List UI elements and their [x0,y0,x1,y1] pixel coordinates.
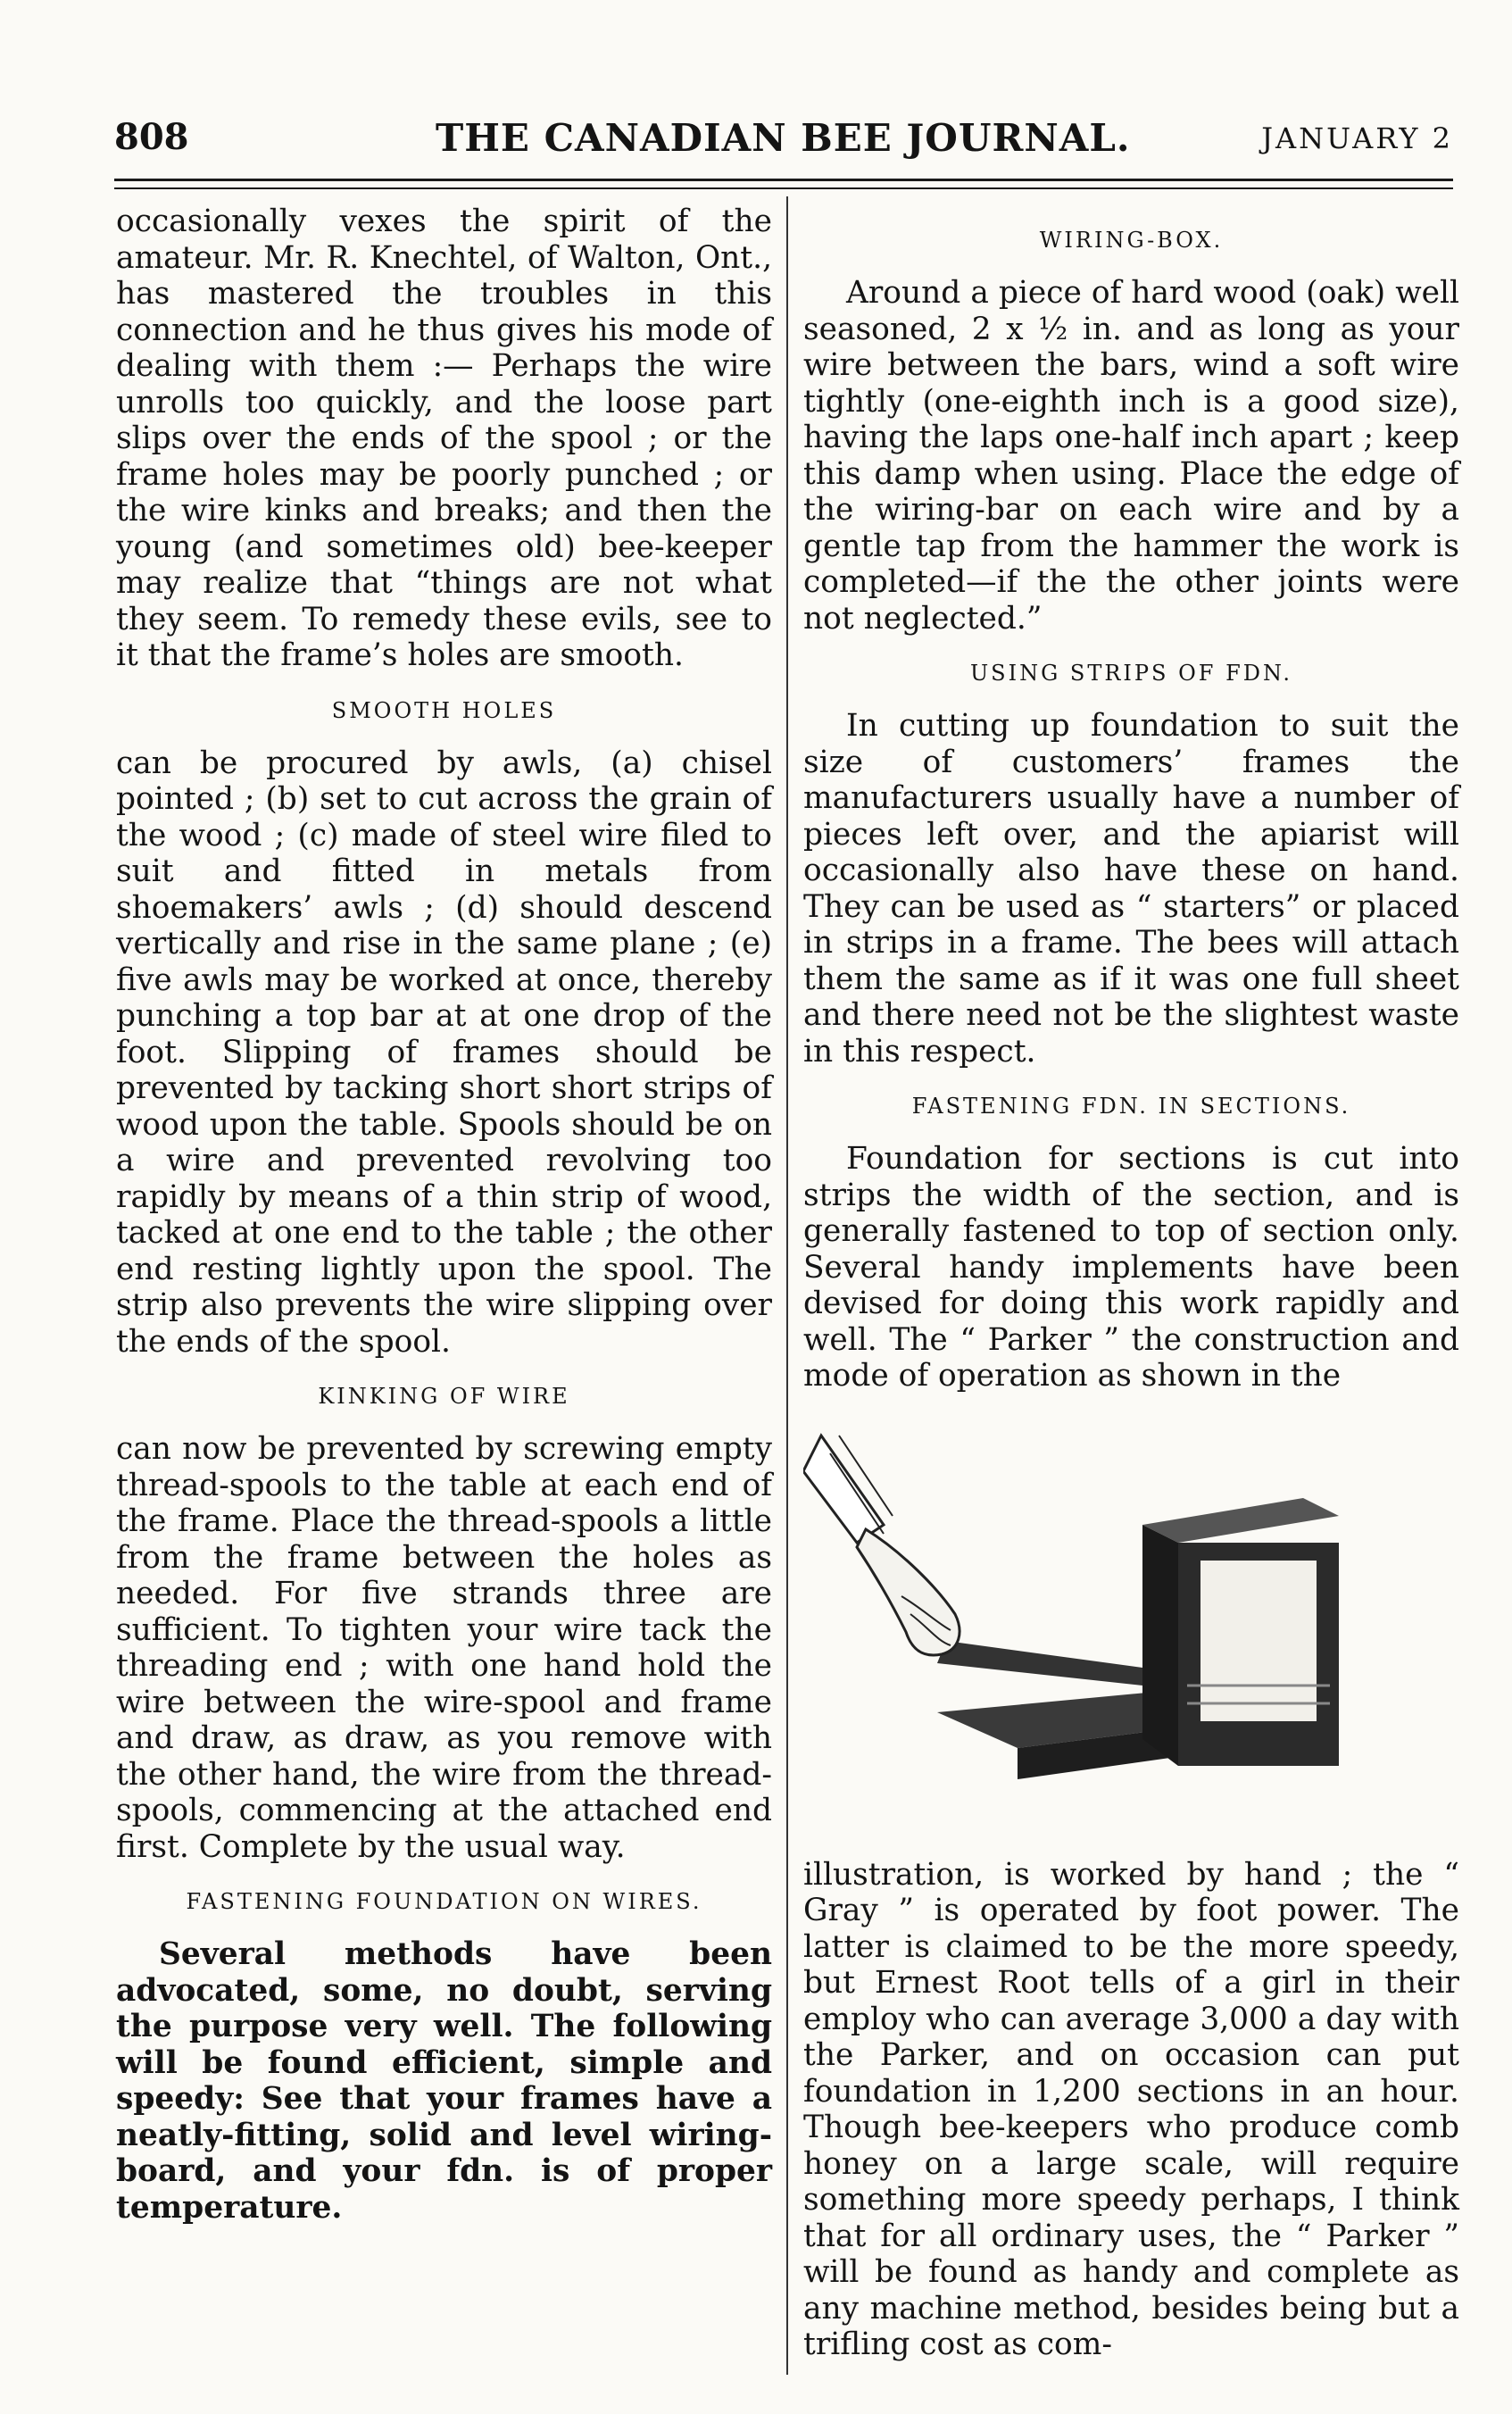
paragraph: occasionally vexes the spirit of the amateur. Mr. R. Knechtel, of Walton, Ont., has mastered the troubles in this connection and he thus gives his mode of dealing with them :— Perhaps the wire unrolls too quickly, and the loose part slips over the ends of the spool ; or the frame holes may be poorly punched ; or the wire kinks and breaks; and then the young (and sometimes old) bee-keeper may realize that “things are not what they seem. To remedy these evils, see to it that the frame’s holes are smooth. [116,204,772,673]
section-heading: SMOOTH HOLES [331,697,557,723]
journal-title: THE CANADIAN BEE JOURNAL. [436,116,1131,160]
issue-date: JANUARY 2 [1261,121,1453,155]
paragraph: illustration, is worked by hand ; the “ Gray ” is operated by foot power. The latter is claimed to be the more speedy, but Ernest Root tells of a girl in their employ who can average 3,000 a day with the Parker, and on occasion can put foundation in 1,200 sections in an hour. Though bee-keepers who produce comb honey on a large scale, will require something more speedy perhaps, I think that for all ordinary uses, the “ Parker ” will be found as handy and complete as any machine method, besides being but a trifling cost as com- [803,1856,1459,2362]
section-heading: USING STRIPS OF FDN. [969,661,1293,686]
header-rule-top [114,179,1453,181]
left-column [116,204,772,2226]
paragraph: Foundation for sections is cut into strips the width of the section, and is generally fastened to top of section only. Several handy implements have been devised for doing this work rapidly and well. The “ Parker ” the construction and mode of operation as shown in the [803,1141,1459,1394]
page-header [114,105,1453,170]
paragraph: can be procured by awls, (a) chisel pointed ; (b) set to cut across the grain of the wood ; (c) made of steel wire filed to suit and fitted in metals from shoemakers’ awls ; (d) should descend vertically and rise in the same plane ; (e) five awls may be worked at once, thereby punching a top bar at at one drop of the foot. Slipping of frames should be prevented by tacking short short strips of wood upon the table. Spools should be on a wire and prevented revolving too rapidly by means of a thin strip of wood, tacked at one end to the table ; the other end resting lightly upon the spool. The strip also prevents the wire slipping over the ends of the spool. [116,745,772,1360]
parker-machine-illustration [803,1418,1459,1837]
page-number: 808 [114,116,189,158]
paragraph: Around a piece of hard wood (oak) well seasoned, 2 x ½ in. and as long as your wire between the bars, wind a soft wire tightly (one-eighth inch is a good size), having the laps one-half inch apart ; keep this damp when using. Place the edge of the wiring-bar on each wire and by a gentle tap from the hammer the work is completed—if the the other joints were not neglected.” [803,275,1459,637]
right-column [803,204,1459,2363]
section-heading: FASTENING FDN. IN SECTIONS. [911,1094,1351,1119]
paragraph: Several methods have been advocated, some, no doubt, serving the purpose very well. The following will be found efficient, simple and speedy: See that your frames have a neatly-fitting, solid and level wiring-board, and your fdn. is of proper temperature. [116,1936,772,2226]
section-heading: FASTENING FOUNDATION ON WIRES. [186,1889,702,1914]
paragraph: can now be prevented by screwing empty thread-spools to the table at each end of the frame. Place the thread-spools a little from the frame between the holes as needed. For five strands three are sufficient. To tighten your wire tack the threading end ; with one hand hold the wire between the wire-spool and frame and draw, as draw, as you remove with the other hand, the wire from the thread-spools, commencing at the attached end first. Complete by the usual way. [116,1431,772,1865]
header-rule-bottom [114,187,1453,189]
paragraph: In cutting up foundation to suit the size of customers’ frames the manufacturers usually have a number of pieces left over, and the apiarist will occasionally also have these on hand. They can be used as “ starters” or placed in strips in a frame. The bees will attach them the same as if it was one full sheet and there need not be the slightest waste in this respect. [803,708,1459,1070]
section-heading: WIRING-BOX. [1039,228,1224,253]
column-divider [786,196,788,2375]
section-heading: KINKING OF WIRE [318,1384,570,1409]
